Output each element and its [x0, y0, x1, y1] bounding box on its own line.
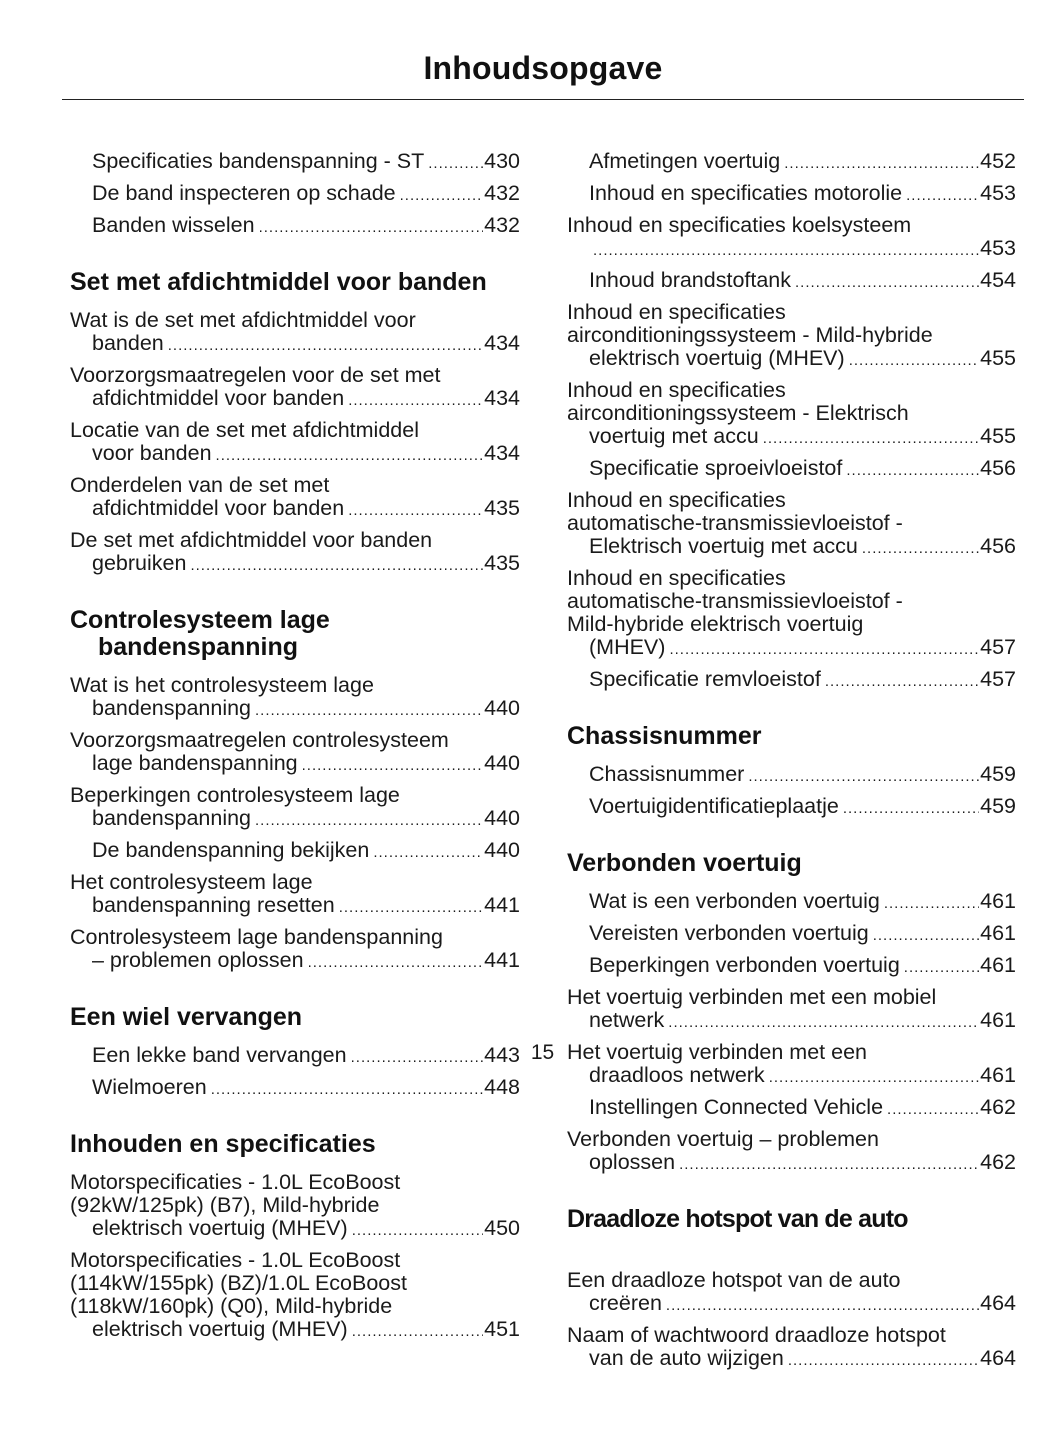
dot-leader [873, 924, 979, 947]
toc-page-number: 464 [980, 1346, 1016, 1370]
toc-column-left [70, 146, 520, 1346]
dot-leader [795, 271, 979, 294]
toc-entry-line: Voorzorgsmaatregelen controlesysteem [70, 728, 449, 752]
toc-entry-line: automatische-transmissievloeistof - [567, 589, 903, 613]
toc-page-number: 453 [980, 181, 1016, 205]
dot-leader [679, 1153, 979, 1176]
toc-entry[interactable] [70, 780, 520, 835]
toc-entry[interactable] [70, 725, 520, 780]
toc-entry-title: Instellingen Connected Vehicle [589, 1095, 884, 1119]
toc-entry-last-line [589, 795, 1016, 820]
dot-leader [255, 699, 483, 722]
dot-leader [788, 1349, 979, 1372]
dot-leader [352, 1219, 483, 1242]
section-heading[interactable]: Verbonden voertuig [567, 849, 802, 877]
toc-entry-title: voor banden [92, 441, 212, 465]
toc-entry-last-line [92, 839, 520, 864]
toc-entry[interactable] [70, 670, 520, 725]
toc-page-number: 455 [980, 346, 1016, 370]
toc-entry-title: Specificaties bandenspanning - ST [92, 149, 425, 173]
toc-page-number: 443 [484, 1043, 520, 1067]
toc-entry-last-line [92, 442, 520, 467]
toc-entry[interactable] [70, 360, 520, 415]
toc-entry-title: afdichtmiddel voor banden [92, 386, 345, 410]
toc-page-number: 432 [484, 213, 520, 237]
toc-entry-title: bandenspanning [92, 696, 252, 720]
toc-page-number: 461 [980, 1008, 1016, 1032]
toc-entry-title: De bandenspanning bekijken [92, 838, 370, 862]
toc-entry-title: elektrisch voertuig (MHEV) [92, 1216, 348, 1240]
dot-leader [339, 896, 483, 919]
toc-entry-line: Inhoud en specificaties [567, 378, 786, 402]
dot-leader [862, 537, 979, 560]
toc-page-number: 453 [980, 236, 1016, 260]
toc-entry-title: voertuig met accu [589, 424, 759, 448]
toc-entry[interactable] [567, 453, 1016, 485]
toc-entry-line: Inhoud en specificaties koelsysteem [567, 213, 912, 237]
toc-entry[interactable] [70, 1167, 520, 1245]
toc-entry-line: Het controlesysteem lage [70, 870, 313, 894]
section-heading[interactable]: Draadloze hotspot van de auto [567, 1205, 908, 1233]
toc-entry[interactable] [70, 835, 520, 867]
toc-section [70, 269, 520, 580]
toc-page-number: 440 [484, 838, 520, 862]
toc-entry[interactable] [567, 375, 1016, 453]
toc-page-number: 451 [484, 1317, 520, 1341]
toc-entry[interactable] [567, 1320, 1016, 1375]
toc-entry-title: netwerk [589, 1008, 665, 1032]
toc-entry-line: Voorzorgsmaatregelen voor de set met [70, 363, 441, 387]
toc-entry-title: bandenspanning resetten [92, 893, 335, 917]
toc-entry-title: Inhoud en specificaties motorolie [589, 181, 903, 205]
section-heading[interactable]: Inhouden en specificaties [70, 1130, 376, 1158]
toc-page-number: 450 [484, 1216, 520, 1240]
toc-entry-line: Wat is het controlesysteem lage [70, 673, 374, 697]
toc-section [567, 1206, 1016, 1375]
toc-entry-last-line [589, 347, 1016, 372]
toc-section [567, 850, 1016, 1179]
toc-entry-title: oplossen [589, 1150, 676, 1174]
toc-entry-last-line [589, 150, 1016, 175]
toc-entry-last-line [589, 1064, 1016, 1089]
dot-leader [906, 184, 979, 207]
toc-page-number: 462 [980, 1150, 1016, 1174]
toc-entry-last-line [92, 1217, 520, 1242]
toc-page-number: 454 [980, 268, 1016, 292]
toc-entry-last-line [92, 697, 520, 722]
toc-entry[interactable] [567, 791, 1016, 823]
toc-page-number: 434 [484, 441, 520, 465]
toc-entry-last-line [589, 269, 1016, 294]
toc-page-number: 440 [484, 806, 520, 830]
section-heading[interactable]: Een wiel vervangen [70, 1003, 303, 1031]
toc-entry[interactable] [567, 1265, 1016, 1320]
dot-leader [849, 349, 979, 372]
toc-entry-title: Een lekke band vervangen [92, 1043, 347, 1067]
toc-entry-title: Inhoud brandstoftank [589, 268, 792, 292]
toc-entry[interactable] [567, 178, 1016, 210]
toc-entry[interactable] [567, 265, 1016, 297]
toc-entry-last-line [589, 237, 1016, 262]
toc-entry[interactable] [70, 525, 520, 580]
toc-page-number: 459 [980, 794, 1016, 818]
dot-leader [168, 334, 483, 357]
toc-entry-last-line [589, 668, 1016, 693]
toc-entry-last-line [92, 752, 520, 777]
toc-page-number: 461 [980, 1063, 1016, 1087]
toc-entry-title: elektrisch voertuig (MHEV) [92, 1317, 348, 1341]
toc-entry-line: Wat is de set met afdichtmiddel voor [70, 308, 416, 332]
toc-entry[interactable] [567, 664, 1016, 696]
toc-entry-last-line [589, 636, 1016, 661]
toc-entry-line: Inhoud en specificaties [567, 300, 786, 324]
toc-page-number: 464 [980, 1291, 1016, 1315]
toc-entry-last-line [92, 387, 520, 412]
toc-entry-title: lage bandenspanning [92, 751, 298, 775]
toc-entry-title: banden [92, 331, 164, 355]
toc-entry-last-line [589, 457, 1016, 482]
toc-entry-line: Mild-hybride elektrisch voertuig [567, 612, 864, 636]
toc-entry-last-line [589, 1009, 1016, 1034]
toc-entry-title: Wat is een verbonden voertuig [589, 889, 880, 913]
dot-leader [843, 797, 979, 820]
toc-entry-line: Verbonden voertuig – problemen [567, 1127, 879, 1151]
toc-entry-line: Inhoud en specificaties [567, 566, 786, 590]
dot-leader [400, 184, 484, 207]
dot-leader [887, 1098, 979, 1121]
toc-entry[interactable] [567, 297, 1016, 375]
toc-entry-last-line [92, 332, 520, 357]
dot-leader [428, 152, 483, 175]
toc-entry[interactable] [567, 759, 1016, 791]
toc-entry-last-line [589, 954, 1016, 979]
toc-entry-last-line [589, 890, 1016, 915]
toc-entry[interactable] [567, 950, 1016, 982]
dot-leader [190, 554, 483, 577]
toc-page-number: 441 [484, 948, 520, 972]
toc-entry-line: (118kW/160pk) (Q0), Mild-hybride [70, 1294, 393, 1318]
toc-entry-last-line [92, 552, 520, 577]
toc-entry-title: Chassisnummer [589, 762, 745, 786]
toc-entry-last-line [589, 425, 1016, 450]
toc-entry-title: Beperkingen verbonden voertuig [589, 953, 900, 977]
toc-entry-line: Locatie van de set met afdichtmiddel [70, 418, 419, 442]
toc-entry[interactable] [567, 146, 1016, 178]
toc-page-number: 456 [980, 534, 1016, 558]
toc-entry-title: Voertuigidentificatieplaatje [589, 794, 839, 818]
toc-page-number: 457 [980, 667, 1016, 691]
toc-entry[interactable] [70, 210, 520, 242]
toc-entry-line: Controlesysteem lage bandenspanning [70, 925, 443, 949]
toc-entry-title: draadloos netwerk [589, 1063, 765, 1087]
toc-entry[interactable] [70, 1072, 520, 1104]
toc-section [70, 1131, 520, 1346]
dot-leader [216, 444, 484, 467]
toc-entry[interactable] [70, 922, 520, 977]
toc-entry-title: afdichtmiddel voor banden [92, 496, 345, 520]
toc-entry[interactable] [567, 210, 1016, 265]
toc-page-number: 434 [484, 386, 520, 410]
toc-entry-title: Specificatie sproeivloeistof [589, 456, 843, 480]
title-divider [62, 99, 1024, 100]
toc-entry[interactable] [567, 485, 1016, 563]
toc-entry-last-line [589, 1151, 1016, 1176]
dot-leader [846, 459, 979, 482]
toc-entry-last-line [92, 949, 520, 974]
toc-entry-line: airconditioningssysteem - Mild-hybride [567, 323, 933, 347]
toc-entry-title: (MHEV) [589, 635, 666, 659]
toc-entry-title: elektrisch voertuig (MHEV) [589, 346, 845, 370]
dot-leader [593, 239, 979, 262]
toc-page-number: 432 [484, 181, 520, 205]
toc-entry-title: Afmetingen voertuig [589, 149, 781, 173]
toc-entry-title: Specificatie remvloeistof [589, 667, 821, 691]
dot-leader [748, 765, 979, 788]
toc-entry[interactable] [567, 563, 1016, 664]
toc-page-number: 441 [484, 893, 520, 917]
toc-page-number: 435 [484, 551, 520, 575]
toc-entry-title: Vereisten verbonden voertuig [589, 921, 869, 945]
dot-leader [302, 754, 483, 777]
dot-leader [308, 951, 484, 974]
toc-page-number: 434 [484, 331, 520, 355]
toc-entry-last-line [589, 1347, 1016, 1372]
section-heading[interactable]: Chassisnummer [567, 722, 762, 750]
toc-page-number: 456 [980, 456, 1016, 480]
toc-entry-last-line [92, 182, 520, 207]
toc-entry-line: Een draadloze hotspot van de auto [567, 1268, 901, 1292]
toc-entry-title: Wielmoeren [92, 1075, 207, 1099]
toc-entry-last-line [92, 894, 520, 919]
toc-entry-last-line [589, 763, 1016, 788]
dot-leader [769, 1066, 979, 1089]
dot-leader [666, 1294, 979, 1317]
toc-entry[interactable] [567, 918, 1016, 950]
toc-page-number: 455 [980, 424, 1016, 448]
toc-entry-line: (92kW/125pk) (B7), Mild-hybride [70, 1193, 380, 1217]
dot-leader [348, 499, 483, 522]
toc-page-number: 461 [980, 889, 1016, 913]
dot-leader [352, 1320, 483, 1343]
dot-leader [668, 1011, 979, 1034]
section-heading[interactable]: Set met afdichtmiddel voor banden [70, 268, 487, 296]
section-heading[interactable]: Controlesysteem lage bandenspanning [70, 606, 330, 661]
page-title: Inhoudsopgave [423, 50, 663, 86]
toc-column-right [567, 146, 1016, 1375]
toc-entry[interactable] [70, 867, 520, 922]
toc-entry-last-line [92, 1318, 520, 1343]
toc-page-number: 435 [484, 496, 520, 520]
toc-entry-line: Motorspecificaties - 1.0L EcoBoost [70, 1248, 401, 1272]
toc-entry-line: Naam of wachtwoord draadloze hotspot [567, 1323, 946, 1347]
toc-entry-title: gebruiken [92, 551, 187, 575]
toc-entry-title: – problemen oplossen [92, 948, 304, 972]
toc-entry-title: Elektrisch voertuig met accu [589, 534, 858, 558]
toc-entry-title: Banden wisselen [92, 213, 255, 237]
toc-page-number: 452 [980, 149, 1016, 173]
dot-leader [348, 389, 483, 412]
toc-page-number: 440 [484, 751, 520, 775]
toc-page-number: 461 [980, 921, 1016, 945]
toc-entry-last-line [589, 1292, 1016, 1317]
dot-leader [884, 892, 979, 915]
dot-leader [255, 809, 483, 832]
dot-leader [373, 841, 483, 864]
toc-entry-title: bandenspanning [92, 806, 252, 830]
toc-entry-title: De band inspecteren op schade [92, 181, 396, 205]
toc-entry-last-line [92, 807, 520, 832]
toc-entry-line: Inhoud en specificaties [567, 488, 786, 512]
dot-leader [763, 427, 979, 450]
toc-page-number: 430 [484, 149, 520, 173]
toc-section [567, 723, 1016, 823]
toc-entry-title: van de auto wijzigen [589, 1346, 784, 1370]
toc-page-number: 448 [484, 1075, 520, 1099]
toc-entry-line: (114kW/155pk) (BZ)/1.0L EcoBoost [70, 1271, 407, 1295]
toc-entry-line: Beperkingen controlesysteem lage [70, 783, 400, 807]
dot-leader [904, 956, 979, 979]
toc-entry[interactable] [70, 470, 520, 525]
toc-entry[interactable] [70, 415, 520, 470]
toc-entry-last-line [92, 497, 520, 522]
dot-leader [669, 638, 979, 661]
toc-entry-line: Motorspecificaties - 1.0L EcoBoost [70, 1170, 401, 1194]
toc-page-number: 459 [980, 762, 1016, 786]
toc-page-number: 440 [484, 696, 520, 720]
toc-entry[interactable] [70, 1245, 520, 1346]
toc-entry[interactable] [567, 1092, 1016, 1124]
toc-entry-line: automatische-transmissievloeistof - [567, 511, 903, 535]
toc-entry[interactable] [70, 146, 520, 178]
toc-section [70, 607, 520, 977]
toc-entry[interactable] [567, 1124, 1016, 1179]
toc-entry[interactable] [70, 305, 520, 360]
page-number: 15 [530, 1041, 555, 1064]
toc-entry-last-line [589, 1096, 1016, 1121]
toc-entry-line: Onderdelen van de set met [70, 473, 330, 497]
toc-page-number: 462 [980, 1095, 1016, 1119]
toc-page-number: 457 [980, 635, 1016, 659]
toc-entry[interactable] [567, 982, 1016, 1037]
toc-entry-line: airconditioningssysteem - Elektrisch [567, 401, 909, 425]
toc-entry-title: creëren [589, 1291, 662, 1315]
toc-entry-last-line [589, 535, 1016, 560]
toc-entry-line: Het voertuig verbinden met een [567, 1040, 867, 1064]
dot-leader [784, 152, 979, 175]
toc-entry-last-line [589, 182, 1016, 207]
toc-entry[interactable] [70, 178, 520, 210]
toc-entry-last-line [92, 150, 520, 175]
toc-page-number: 461 [980, 953, 1016, 977]
dot-leader [825, 670, 979, 693]
toc-entry-last-line [92, 1076, 520, 1101]
toc-entry[interactable] [567, 886, 1016, 918]
toc-entry-line: Het voertuig verbinden met een mobiel [567, 985, 937, 1009]
dot-leader [259, 216, 484, 239]
toc-entry-last-line [589, 922, 1016, 947]
dot-leader [211, 1078, 483, 1101]
toc-entry-line: De set met afdichtmiddel voor banden [70, 528, 433, 552]
toc-entry-last-line [92, 214, 520, 239]
